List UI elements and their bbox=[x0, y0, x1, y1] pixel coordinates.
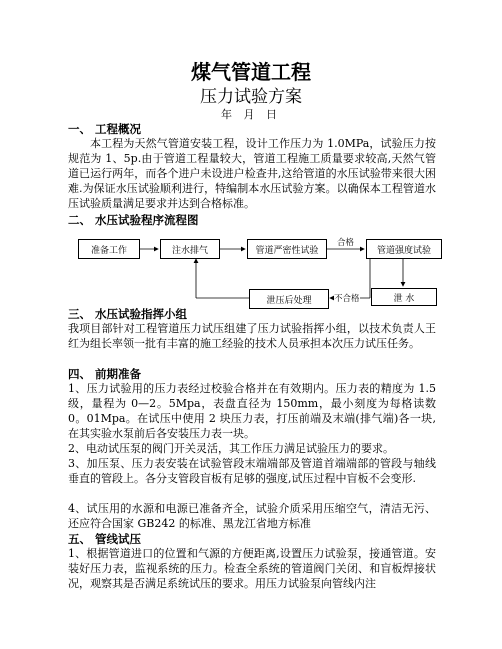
flow-box-relieve: 泄压后处理 bbox=[249, 289, 329, 309]
section-4-heading: 四、 前期准备 bbox=[68, 367, 142, 381]
flow-box-drain: 泄 水 bbox=[371, 288, 437, 306]
flow-box-prepare: 准备工作 bbox=[78, 239, 140, 259]
flow-label-fail: 不合格 bbox=[334, 294, 360, 304]
section-3-body: 我项目部针对工程管道压力试压组建了压力试验指挥小组，以技术负责人王红为组长率领一批有丰富的施工经验的技术人员承担本次压力试压任务。 bbox=[68, 322, 436, 350]
section-4-item-2: 2、电动试压泵的阀门开关灵活，其工作压力满足试验压力的要求。 bbox=[68, 442, 394, 455]
date-line: 年 月 日 bbox=[221, 108, 281, 121]
flow-label-pass: 合格 bbox=[337, 238, 355, 248]
section-5-body: 1、根据管道进口的位置和气源的方便距离,设置压力试验泵，接通管道。安装好压力表，监视系统的压力。检查全系统的管道阀门关闭、和盲板焊接状况，观察其是否满足系统试压的要求。用压力试验泵向管线内注 bbox=[68, 547, 436, 590]
flow-box-fill: 注水排气 bbox=[160, 239, 220, 259]
page-title: 煤气管道工程 bbox=[191, 60, 311, 84]
section-1-heading: 一、 工程概况 bbox=[68, 122, 142, 136]
section-3-heading: 三、 水压试验指挥小组 bbox=[68, 307, 188, 321]
page-subtitle: 压力试验方案 bbox=[200, 87, 302, 107]
section-4-item-4: 4、试压用的水源和电源已准备齐全，试验介质采用压缩空气，清洁无污、还应符合国家 GB242 的标准、黑龙江省地方标准 bbox=[68, 502, 436, 530]
flow-box-strength: 管道强度试验 bbox=[366, 239, 442, 259]
section-5-heading: 五、 管线试压 bbox=[68, 532, 142, 546]
flow-box-tightness: 管道严密性试验 bbox=[247, 239, 327, 259]
section-4-item-3: 3、加压泵、压力表安装在试验管段末端端部及管道首端端部的管段与轴线垂直的管段上。各分支管段盲板有足够的强度,试压过程中盲板不会变形. bbox=[68, 457, 436, 485]
section-4-item-1: 1、压力试验用的压力表经过校验合格并在有效期内。压力表的精度为 1.5 级，量程为 0—2。5Mpa，表盘直径为 150mm，最小刻度为每格读数 0。01Mpa。在试压中使用 2 块压力表，打压前端及末端(排气端)各一块,在其实验水泵前后各安装压力表一块。 bbox=[68, 382, 436, 440]
section-2-heading: 二、 水压试验程序流程图 bbox=[68, 213, 199, 227]
section-1-body: 本工程为天然气管道安装工程，设计工作压力为 1.0MPa，试验压力按规范为 1、5p.由于管道工程量较大，管道工程施工质量要求较高,天然气管道已运行两年，而各个进户未设进户检查井,这给管道的水压试验带来很大困难.为保证水压试验顺利进行，特编制本水压试验方案。以确保本工程管道水压试验质量满足要求并达到合格标准。 bbox=[68, 137, 436, 210]
